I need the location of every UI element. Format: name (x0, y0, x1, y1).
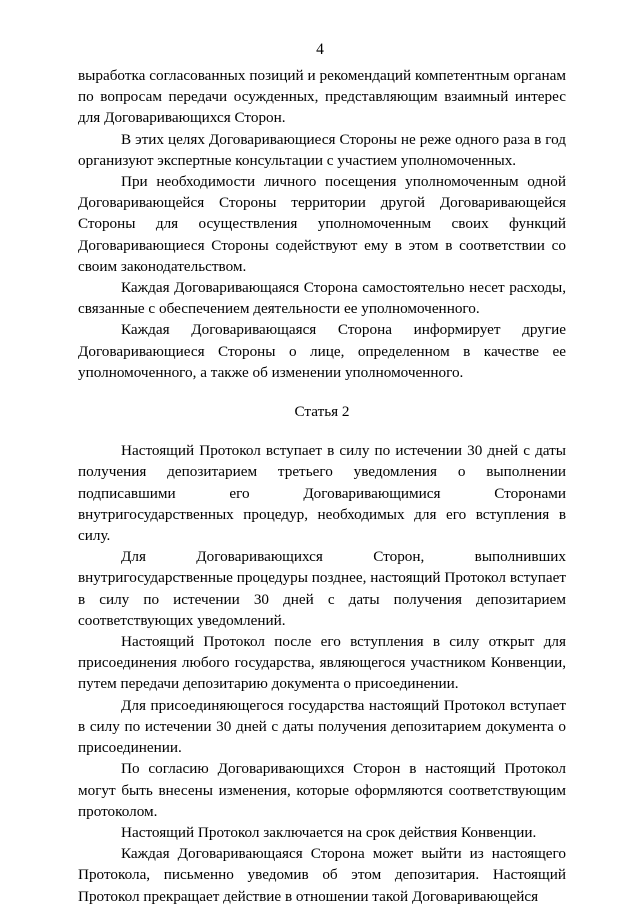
paragraph: Каждая Договаривающаяся Сторона информирует другие Договаривающиеся Стороны о лице, определенном в качестве ее уполномоченного, а также об изменении уполномоченного. (78, 321, 566, 381)
paragraph: Для присоединяющегося государства настоящий Протокол вступает в силу по истечении 30 дней с даты получения депозитарием документа о присоединении. (78, 696, 566, 757)
document-body (78, 65, 566, 907)
paragraph: Каждая Договаривающаяся Сторона самостоятельно несет расходы, связанные с обеспечением деятельности ее уполномоченного. (78, 279, 566, 318)
paragraph: выработка согласованных позиций и рекомендаций компетентным органам по вопросам передачи осужденных, представляющим взаимный интерес для Договаривающихся Сторон. (78, 67, 566, 127)
paragraph: При необходимости личного посещения уполномоченным одной Договаривающейся Стороны территории другой Договаривающейся Стороны для осуществления уполномоченным своих функций Договаривающиеся Стороны содействуют ему в этом в соответствии со своим законодательством. (78, 173, 566, 275)
article-heading: Статья 2 (294, 403, 350, 421)
article-2 (78, 440, 566, 906)
page-number: 4 (316, 41, 324, 58)
article-1-continuation (78, 65, 566, 383)
paragraph: Для Договаривающихся Сторон, выполнивших внутригосударственные процедуры позднее, настоящий Протокол вступает в силу по истечении 30 дней с даты получения депозитарием соответствующих уведомлений. (78, 548, 566, 629)
paragraph: В этих целях Договаривающиеся Стороны не реже одного раза в год организуют экспертные консультации с участием уполномоченных. (78, 130, 566, 169)
paragraph: Настоящий Протокол вступает в силу по истечении 30 дней с даты получения депозитарием третьего уведомления о выполнении подписавшими его Договаривающимися Сторонами внутригосударственных процедур, необходимых для его вступления в силу. (78, 442, 566, 545)
paragraph: Настоящий Протокол после его вступления в силу открыт для присоединения любого государства, являющегося участником Конвенции, путем передачи депозитарию документа о присоединении. (78, 633, 566, 693)
paragraph: По согласию Договаривающихся Сторон в настоящий Протокол могут быть внесены изменения, которые оформляются соответствующим протоколом. (78, 760, 566, 820)
paragraph: Каждая Договаривающаяся Сторона может выйти из настоящего Протокола, письменно уведомив об этом депозитария. Настоящий Протокол прекращает действие в отношении такой Договаривающейся (78, 845, 566, 905)
paragraph: Настоящий Протокол заключается на срок действия Конвенции. (121, 823, 537, 841)
